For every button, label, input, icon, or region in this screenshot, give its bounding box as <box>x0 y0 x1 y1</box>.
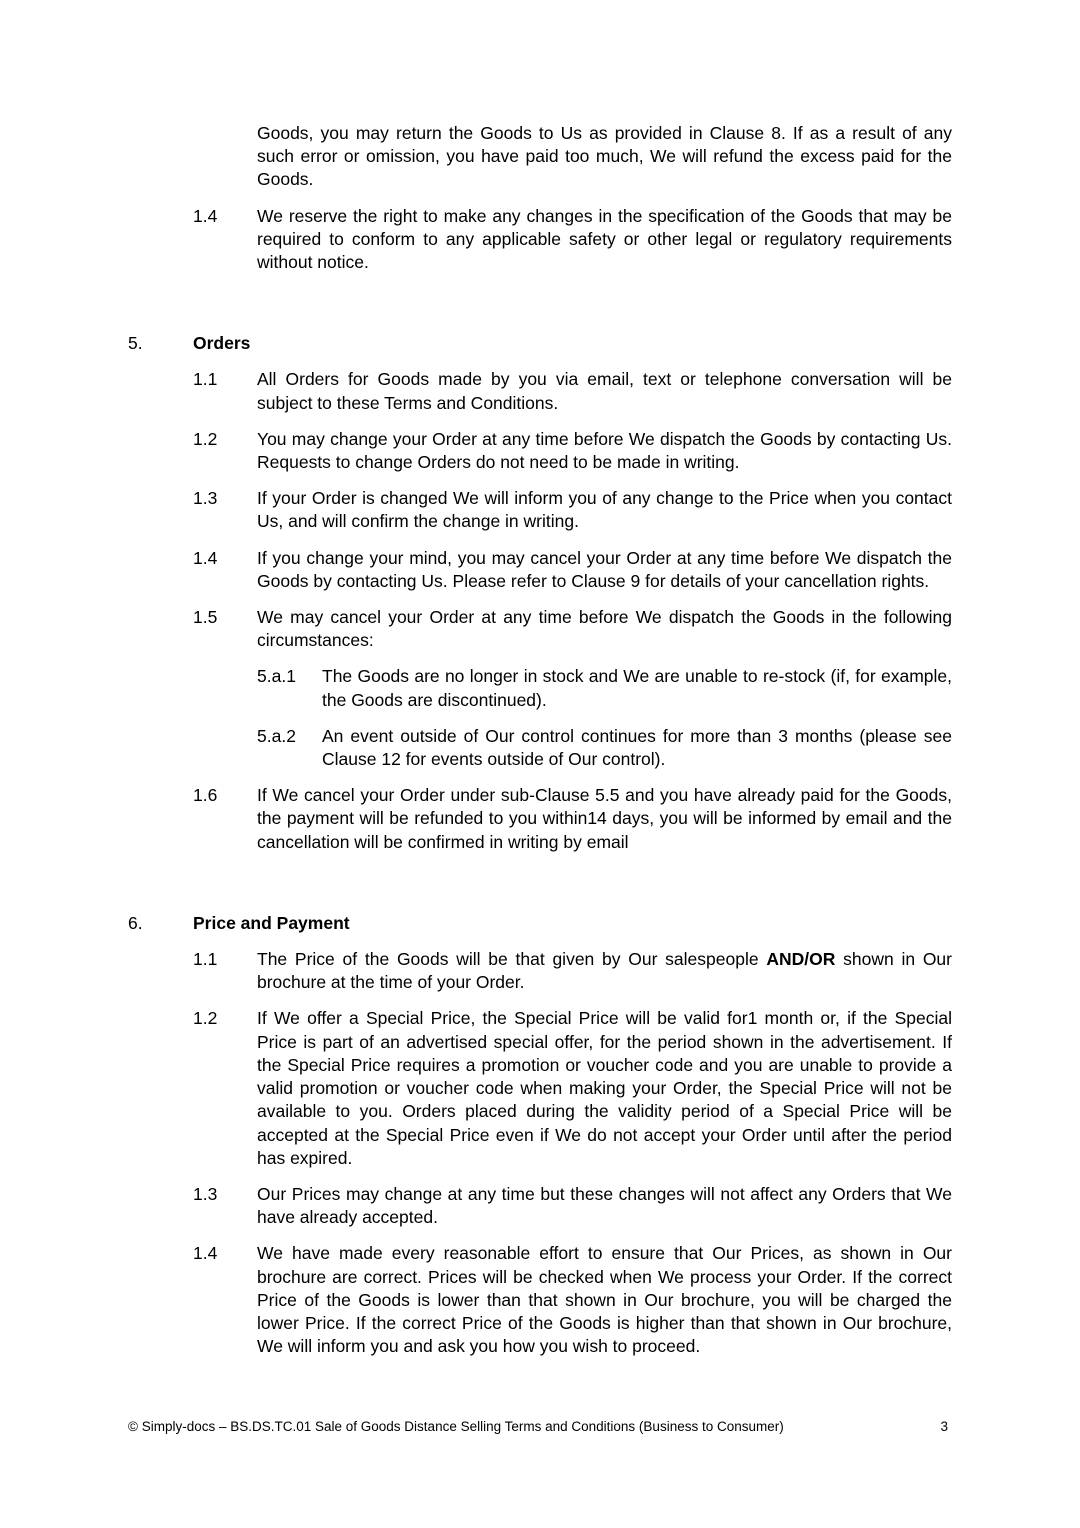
subclause-item <box>128 665 952 711</box>
clause-number: 1.5 <box>193 607 218 628</box>
clause-text: You may change your Order at any time before We dispatch the Goods by contacting Us. Requests to change Orders do not need to be made in writing. <box>257 428 952 473</box>
clause-text-emphasis: AND/OR <box>766 949 836 970</box>
footer-page-number: 3 <box>940 1419 948 1434</box>
clause-text: All Orders for Goods made by you via email, text or telephone conversation will be subject to these Terms and Conditions. <box>257 369 952 413</box>
clause-text: If you change your mind, you may cancel your Order at any time before We dispatch the Goods by contacting Us. Please refer to Clause 9 for details of your cancellation rights. <box>257 547 952 591</box>
footer-copyright-text: © Simply-docs – BS.DS.TC.01 Sale of Goods Distance Selling Terms and Conditions (Business to Consumer) <box>128 1419 784 1434</box>
clause-text: We reserve the right to make any changes in the specification of the Goods that may be required to conform to any applicable safety or other legal or regulatory requirements without notice. <box>257 205 952 273</box>
subclause-text: The Goods are no longer in stock and We are unable to re-stock (if, for example, the Goods are discontinued). <box>322 666 952 710</box>
continuation-paragraph <box>257 122 952 192</box>
clause-number: 1.4 <box>193 1243 218 1264</box>
section-heading-orders <box>128 332 952 355</box>
clause-text-lead: The Price of the Goods will be that given by Our salespeople <box>257 949 767 970</box>
clause-number: 1.1 <box>193 369 218 390</box>
clause-text: If We cancel your Order under sub-Clause 5.5 and you have already paid for the Goods, the payment will be refunded to you within14 days, you will be informed by email and the cancellation will be confirmed in writing by email <box>257 785 952 852</box>
section-title: Orders <box>193 333 251 354</box>
subclause-text: An event outside of Our control continues for more than 3 months (please see Clause 12 for events outside of Our control). <box>322 725 952 770</box>
clause-1-4-previous-section <box>128 205 952 275</box>
clause-item <box>128 948 952 994</box>
clause-text: We have made every reasonable effort to ensure that Our Prices, as shown in Our brochure are correct. Prices will be checked when We process your Order. If the correct Price of the Goods is lower than that shown in Our brochure, you will be charged the lower Price. If the correct Price of the Goods is higher than that shown in Our brochure, We will inform you and ask you how you wish to proceed. <box>257 1243 952 1357</box>
page-footer <box>128 1418 952 1436</box>
clause-number: 1.3 <box>193 488 218 509</box>
clause-item <box>128 368 952 414</box>
clause-text: If your Order is changed We will inform you of any change to the Price when you contact Us, and will confirm the change in writing. <box>257 488 952 532</box>
clause-item <box>128 428 952 474</box>
subclause-item <box>128 725 952 771</box>
clause-item <box>128 606 952 652</box>
page-content <box>128 122 952 1358</box>
clause-number: 1.2 <box>193 428 218 449</box>
clause-text <box>257 948 952 994</box>
section-title: Price and Payment <box>193 912 350 933</box>
clause-number: 1.3 <box>193 1183 218 1204</box>
clause-number: 1.4 <box>193 205 218 226</box>
clause-item <box>128 1242 952 1358</box>
clause-number: 1.4 <box>193 547 218 568</box>
section-heading-price-and-payment <box>128 912 952 935</box>
clause-item <box>128 487 952 533</box>
continuation-paragraph-text: Goods, you may return the Goods to Us as provided in Clause 8. If as a result of any such error or omission, you have paid too much, We will refund the excess paid for the Goods. <box>257 123 952 190</box>
clause-text: Our Prices may change at any time but these changes will not affect any Orders that We have already accepted. <box>257 1183 952 1228</box>
section-number: 5. <box>128 333 143 354</box>
clause-item <box>128 784 952 854</box>
section-number: 6. <box>128 912 143 933</box>
clause-item <box>128 1183 952 1229</box>
clause-text-tail: shown in Our brochure at the time of your Order. <box>257 949 952 993</box>
clause-text: If We offer a Special Price, the Special Price will be valid for1 month or, if the Special Price is part of an advertised special offer, for the period shown in the advertisement. If the Special Price requires a promotion or voucher code and you are unable to provide a valid promotion or voucher code when making your Order, the Special Price will not be available to you. Orders placed during the validity period of a Special Price will be accepted at the Special Price even if We do not accept your Order until after the period has expired. <box>257 1008 952 1168</box>
clause-text: We may cancel your Order at any time before We dispatch the Goods in the following circumstances: <box>257 607 952 651</box>
subclause-number: 5.a.2 <box>257 725 296 746</box>
clause-number: 1.1 <box>193 949 218 970</box>
clause-number: 1.6 <box>193 785 218 806</box>
clause-number: 1.2 <box>193 1008 218 1029</box>
clause-item <box>128 1007 952 1169</box>
subclause-number: 5.a.1 <box>257 666 296 687</box>
clause-item <box>128 547 952 593</box>
